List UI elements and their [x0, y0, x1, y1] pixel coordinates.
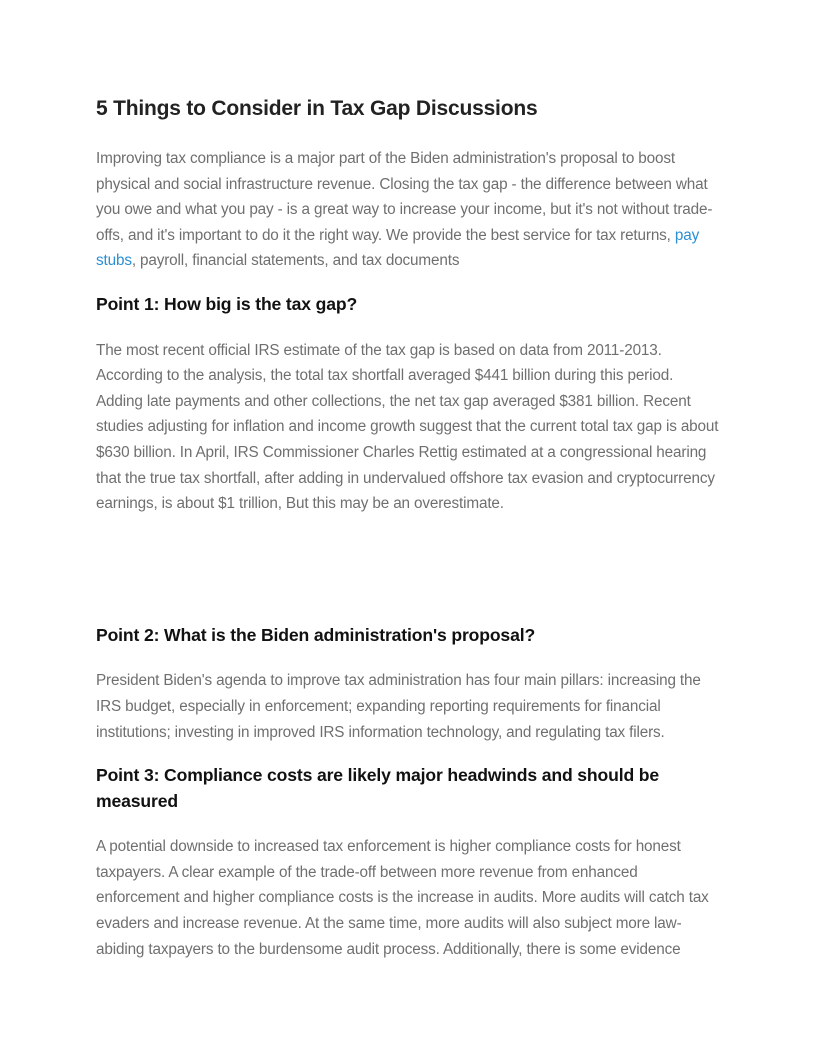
point-3-paragraph: A potential downside to increased tax enforcement is higher compliance costs for honest taxpayers. A clear example of the trade-off between more revenue from enhanced enforcement and higher compliance costs is the increase in audits. More audits will catch tax evaders and increase revenue. At the same time, more audits will also subject more law-abiding taxpayers to the burdensome audit process. Additionally, there is some evidence — [96, 838, 709, 958]
point-2-paragraph: President Biden's agenda to improve tax administration has four main pillars: increasing the IRS budget, especially in enforcement; expanding reporting requirements for financial institutions; investing in improved IRS information technology, and regulating tax filers. — [96, 672, 701, 741]
point-1-heading: Point 1: How big is the tax gap? — [96, 293, 358, 314]
intro-paragraph — [96, 146, 720, 274]
point-2-heading: Point 2: What is the Biden administration's proposal? — [96, 624, 536, 645]
intro-text-before-link: Improving tax compliance is a major part of the Biden administration's proposal to boost physical and social infrastructure revenue. Closing the tax gap - the difference between what you owe and what you pay - is a great way to increase your income, but it's not without trade-offs, and it's important to do it the right way. We provide the best service for tax returns, — [96, 150, 713, 244]
pay-stubs-link[interactable]: pay stubs — [96, 226, 700, 270]
point-1-paragraph: The most recent official IRS estimate of the tax gap is based on data from 2011-2013. According to the analysis, the total tax shortfall averaged $441 billion during this period. Adding late payments and other collections, the net tax gap averaged $381 billion. Recent studies adjusting for inflation and income growth suggest that the current total tax gap is about $630 billion. In April, IRS Commissioner Charles Rettig estimated at a congressional hearing that the true tax shortfall, after adding in undervalued offshore tax evasion and cryptocurrency earnings, is about $1 trillion, But this may be an overestimate. — [96, 341, 719, 513]
page-title: 5 Things to Consider in Tax Gap Discussions — [96, 97, 538, 120]
document-page — [96, 92, 720, 962]
point-3-heading: Point 3: Compliance costs are likely major headwinds and should be measured — [96, 765, 660, 811]
intro-text-after-link: , payroll, financial statements, and tax documents — [131, 252, 460, 270]
